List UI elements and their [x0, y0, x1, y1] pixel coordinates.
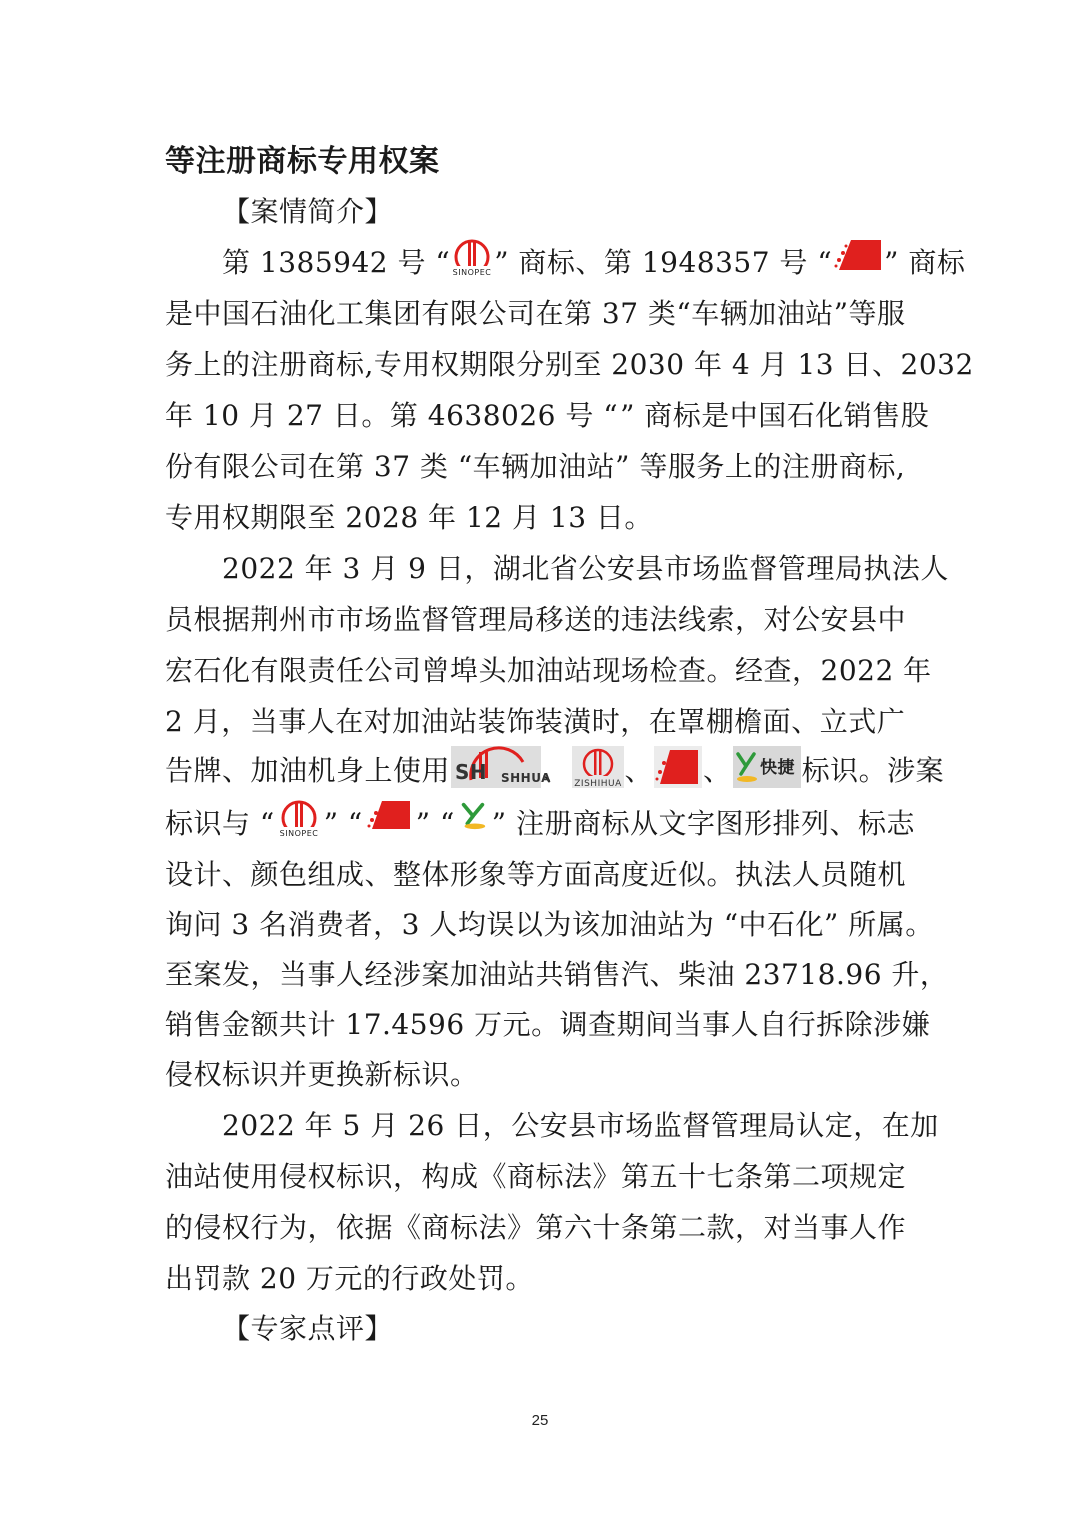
separator: 、 — [542, 754, 571, 787]
paragraph-line: 务上的注册商标,专用权期限分别至 2030 年 4 月 13 日、2032 — [165, 348, 974, 381]
paragraph-line: 侵权标识并更换新标识。 — [165, 1058, 479, 1091]
paragraph-line: 询问 3 名消费者，3 人均误以为该加油站为 “中石化” 所属。 — [165, 908, 934, 941]
red-flag-logo-icon — [654, 746, 702, 788]
red-flag-logo-icon — [833, 238, 883, 272]
green-runner-logo-icon — [458, 799, 488, 831]
paragraph-line: 出罚款 20 万元的行政处罚。 — [165, 1262, 534, 1295]
section-heading-case-summary: 【案情简介】 — [222, 195, 394, 228]
shhua-logo-icon — [451, 746, 551, 788]
text-fragment: ” “ — [415, 807, 455, 840]
svg-text:SINOPEC: SINOPEC — [452, 268, 492, 277]
paragraph-line — [165, 746, 945, 796]
text-fragment: 标识与 “ — [165, 807, 275, 840]
red-flag-logo-icon — [366, 799, 412, 831]
text-fragment: ” 商标是中国石化销售股 — [620, 399, 930, 432]
separator: 、 — [703, 754, 732, 787]
paragraph-line: 2022 年 5 月 26 日，公安县市场监督管理局认定，在加 — [222, 1109, 939, 1142]
paragraph-line: 份有限公司在第 37 类 “车辆加油站” 等服务上的注册商标, — [165, 450, 906, 483]
paragraph-line: 的侵权行为，依据《商标法》第六十条第二款，对当事人作 — [165, 1211, 907, 1244]
paragraph-line — [222, 238, 966, 288]
section-heading-expert-review: 【专家点评】 — [222, 1312, 394, 1345]
svg-text:ZISHIHUA: ZISHIHUA — [573, 779, 622, 789]
text-fragment: ” “ — [323, 807, 363, 840]
text-fragment: ” 商标、第 1948357 号 “ — [494, 246, 833, 279]
paragraph-line: 至案发，当事人经涉案加油站共销售汽、柴油 23718.96 升， — [165, 958, 949, 991]
paragraph-line: 是中国石油化工集团有限公司在第 37 类“车辆加油站”等服 — [165, 297, 906, 330]
paragraph-line: 宏石化有限责任公司曾埠头加油站现场检查。经查，2022 年 — [165, 654, 932, 687]
paragraph-line: 专用权期限至 2028 年 12 月 13 日。 — [165, 501, 653, 534]
page-number: 25 — [531, 1412, 549, 1429]
paragraph-line: 设计、颜色组成、整体形象等方面高度近似。执法人员随机 — [165, 858, 907, 891]
page-title: 等注册商标专用权案 — [165, 144, 440, 179]
paragraph-line — [165, 799, 915, 849]
paragraph-line: 员根据荆州市市场监督管理局移送的违法线索，对公安县中 — [165, 603, 907, 636]
paragraph-line: 2 月，当事人在对加油站装饰装潢时，在罩棚檐面、立式广 — [165, 705, 906, 738]
text-fragment: ” 注册商标从文字图形排列、标志 — [491, 807, 915, 840]
paragraph-line — [165, 391, 930, 441]
sinopec-logo-icon — [278, 799, 320, 839]
sinopec-logo-icon — [451, 238, 493, 278]
text-fragment: 第 1385942 号 “ — [222, 246, 451, 279]
kuaijie-logo-icon — [733, 746, 801, 788]
zishihua-logo-icon — [572, 746, 624, 788]
paragraph-line: 2022 年 3 月 9 日，湖北省公安县市场监督管理局执法人 — [222, 552, 949, 585]
text-fragment: 告牌、加油机身上使用 — [165, 754, 451, 787]
paragraph-line: 销售金额共计 17.4596 万元。调查期间当事人自行拆除涉嫌 — [165, 1008, 931, 1041]
svg-text:SH: SH — [455, 760, 488, 784]
text-fragment: 标识。涉案 — [801, 754, 945, 787]
text-fragment: 年 10 月 27 日。第 4638026 号 “ — [165, 399, 619, 432]
paragraph-line: 油站使用侵权标识，构成《商标法》第五十七条第二项规定 — [165, 1160, 907, 1193]
text-fragment: ” 商标 — [884, 246, 966, 279]
svg-text:SHHUA: SHHUA — [501, 771, 551, 785]
svg-text:快捷: 快捷 — [759, 758, 795, 778]
separator: 、 — [624, 754, 654, 787]
svg-text:SINOPEC: SINOPEC — [279, 829, 319, 838]
